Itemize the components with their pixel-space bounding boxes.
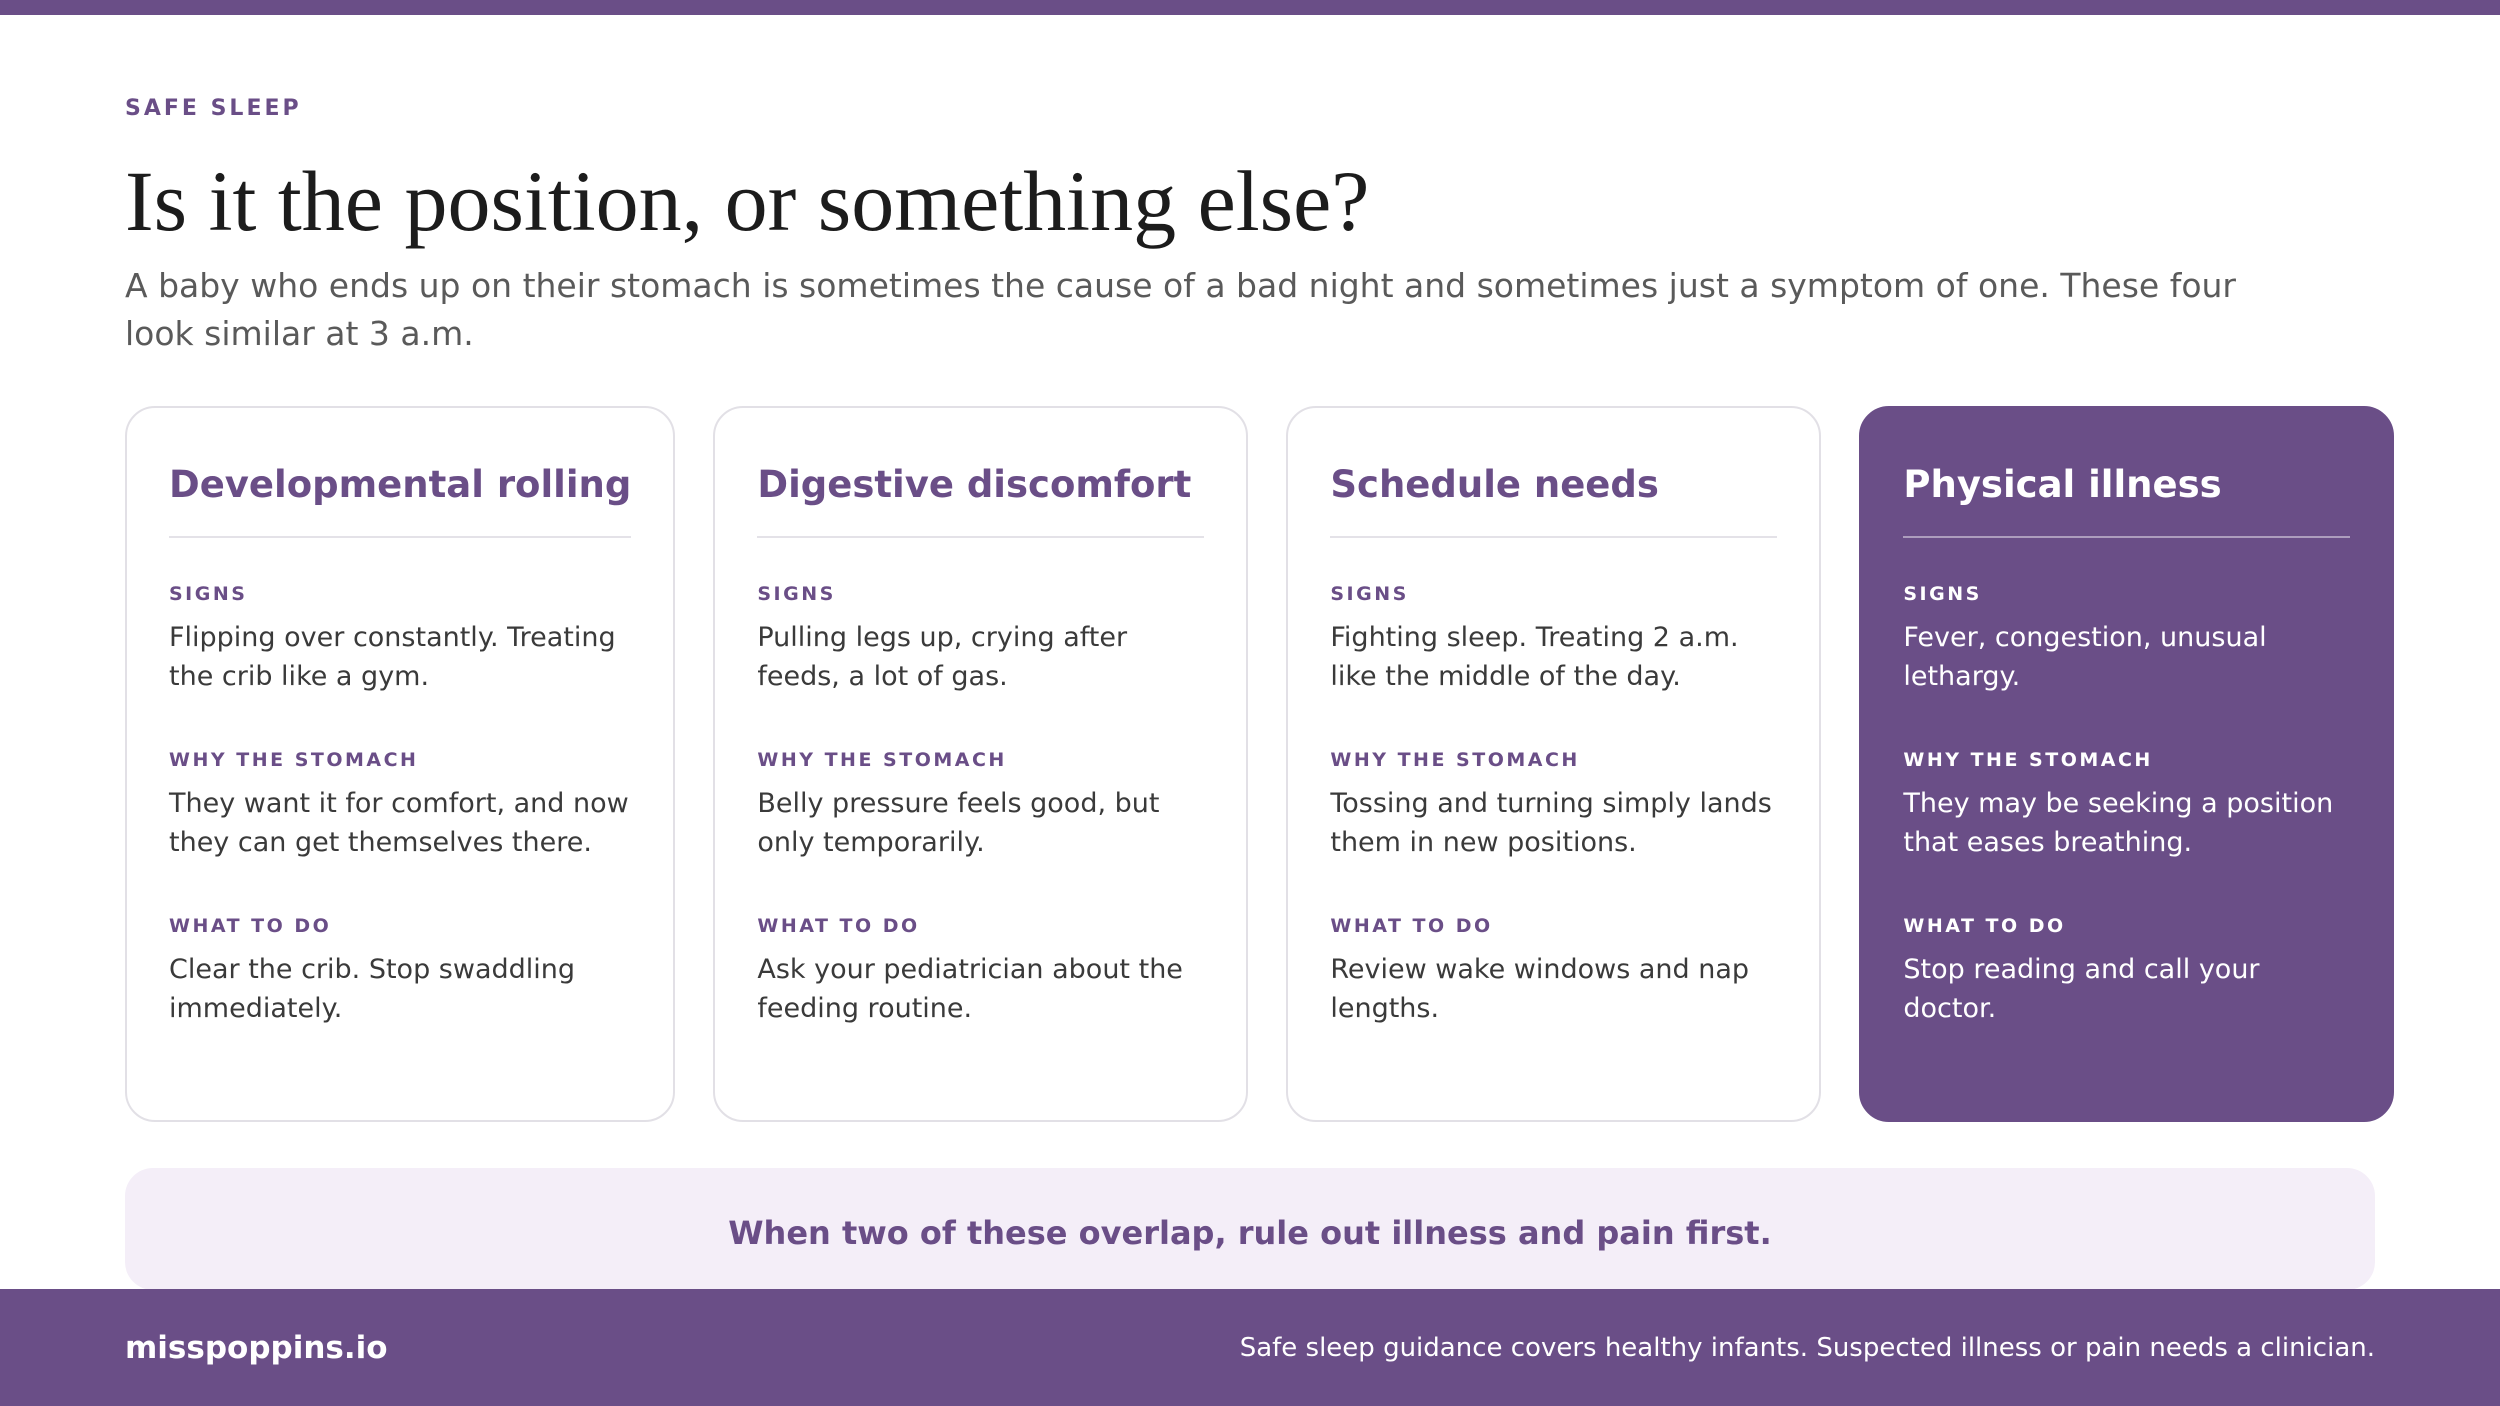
todo-label: WHAT TO DO [169,915,332,937]
signs-label: SIGNS [1903,583,1982,605]
signs-label: SIGNS [169,583,248,605]
signs-text: Flipping over constantly. Treating the crib like a gym. [169,622,616,692]
signs-text: Fighting sleep. Treating 2 a.m. like the middle of the day. [1330,622,1739,692]
card-digestive-discomfort [713,406,1248,1122]
card-title: Digestive discomfort [757,460,1204,538]
cards-row [125,406,2375,1122]
card-title: Developmental rolling [169,460,631,538]
intro-text: A baby who ends up on their stomach is sometimes the cause of a bad night and sometimes just a symptom of one. These four look similar at 3 a.m. [125,266,2237,353]
signs-label: SIGNS [757,583,836,605]
footer-disclaimer: Safe sleep guidance covers healthy infants. Suspected illness or pain needs a clinician. [1239,1332,2375,1363]
why-label: WHY THE STOMACH [1903,749,2153,771]
todo-text: Clear the crib. Stop swaddling immediately. [169,954,576,1024]
why-section [1903,748,2350,862]
card-physical-illness [1859,406,2394,1122]
eyebrow-label: SAFE SLEEP [125,96,302,121]
todo-section [757,914,1204,1028]
why-section [1330,748,1777,862]
why-text: Tossing and turning simply lands them in new positions. [1330,788,1772,858]
todo-text: Stop reading and call your doctor. [1903,954,2260,1024]
footer-brand[interactable]: misspoppins.io [125,1329,388,1366]
callout-text: When two of these overlap, rule out illness and pain first. [728,1214,1772,1252]
signs-section [757,582,1204,696]
card-title: Physical illness [1903,460,2350,538]
why-text: They may be seeking a position that eases breathing. [1903,788,2334,858]
signs-text: Pulling legs up, crying after feeds, a lot of gas. [757,622,1128,692]
signs-label: SIGNS [1330,583,1409,605]
card-developmental-rolling [125,406,675,1122]
why-section [757,748,1204,862]
top-accent-bar [0,0,2500,15]
footer [0,1289,2500,1406]
why-label: WHY THE STOMACH [1330,749,1580,771]
signs-section [1903,582,2350,696]
todo-section [169,914,631,1028]
why-text: Belly pressure feels good, but only temporarily. [757,788,1160,858]
todo-text: Review wake windows and nap lengths. [1330,954,1750,1024]
why-section [169,748,631,862]
signs-section [1330,582,1777,696]
todo-label: WHAT TO DO [1330,915,1493,937]
card-title: Schedule needs [1330,460,1777,538]
todo-section [1903,914,2350,1028]
todo-label: WHAT TO DO [757,915,920,937]
page-title: Is it the position, or something else? [125,153,1370,249]
card-schedule-needs [1286,406,1821,1122]
callout-banner [125,1168,2375,1290]
todo-label: WHAT TO DO [1903,915,2066,937]
why-text: They want it for comfort, and now they can get themselves there. [169,788,629,858]
signs-section [169,582,631,696]
why-label: WHY THE STOMACH [169,749,419,771]
todo-text: Ask your pediatrician about the feeding routine. [757,954,1183,1024]
signs-text: Fever, congestion, unusual lethargy. [1903,622,2267,692]
todo-section [1330,914,1777,1028]
why-label: WHY THE STOMACH [757,749,1007,771]
